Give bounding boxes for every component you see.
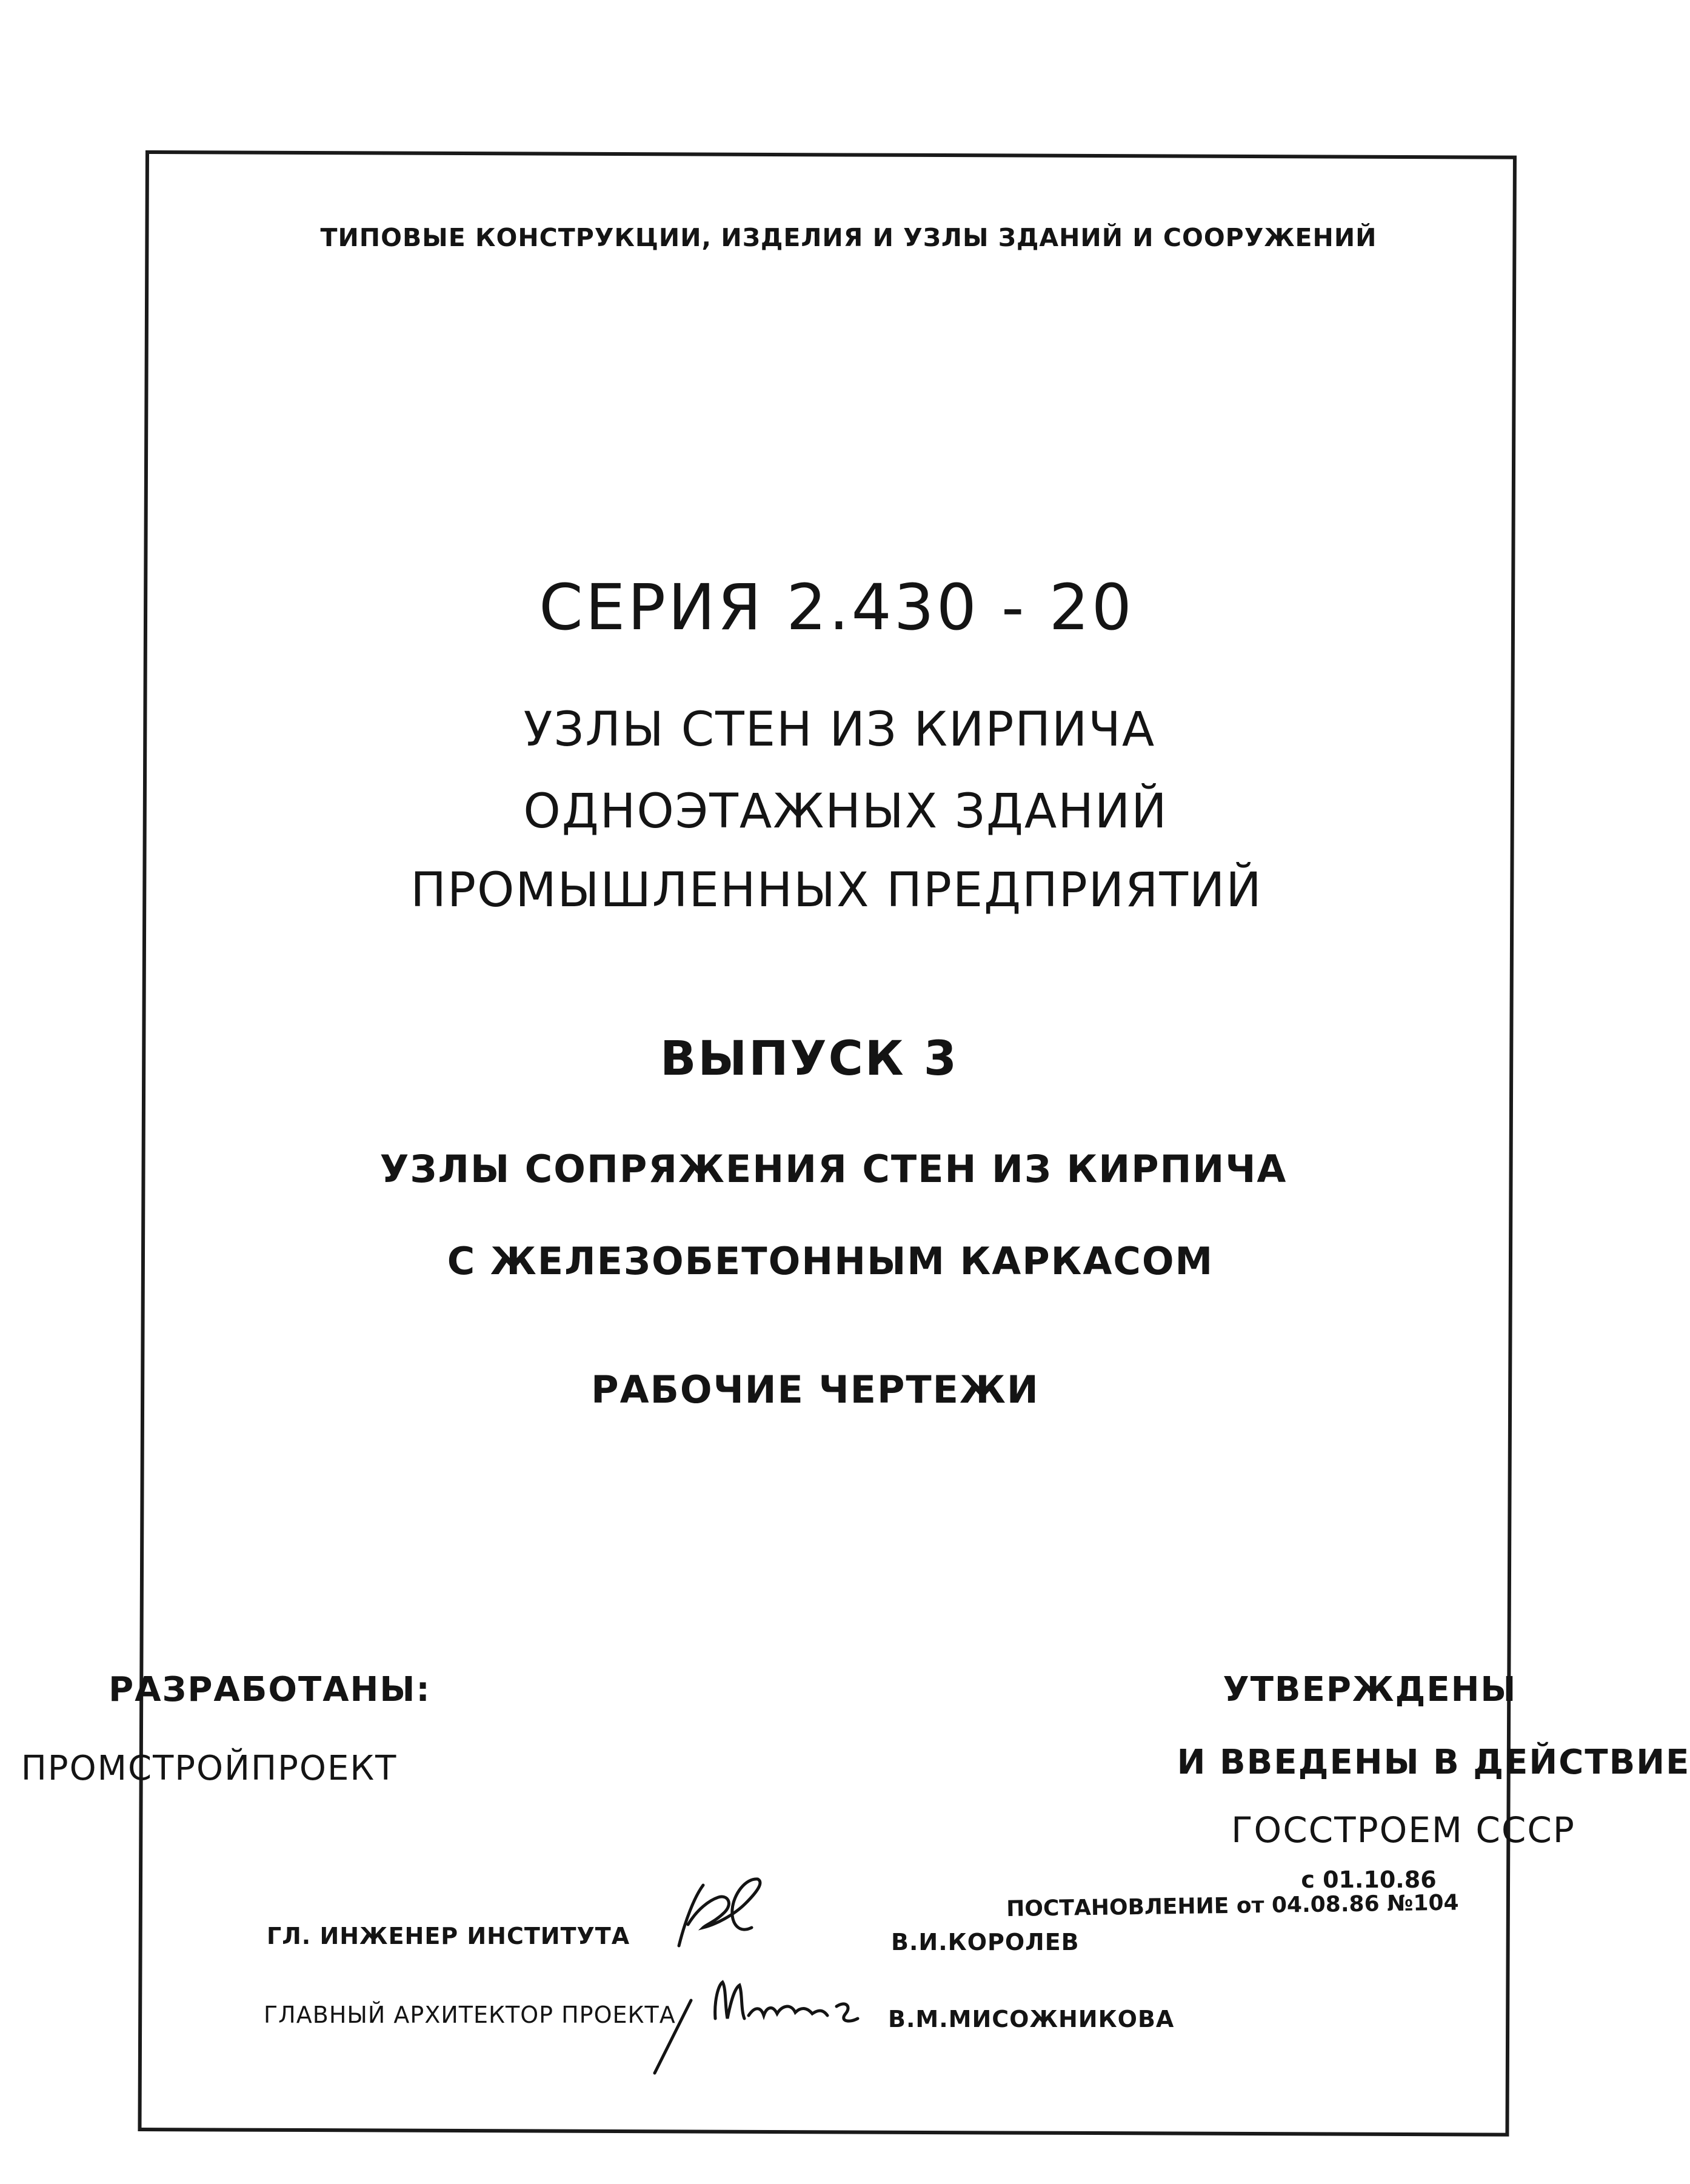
decree-reference: ПОСТАНОВЛЕНИЕ от 04.08.86 №104 — [1006, 1890, 1459, 1922]
title-line-1: УЗЛЫ СТЕН ИЗ КИРПИЧА — [523, 703, 1156, 757]
chief-engineer-signature — [661, 1867, 818, 1958]
approving-authority: ГОССТРОЕМ СССР — [1231, 1809, 1575, 1851]
chief-engineer-name: В.И.КОРОЛЕВ — [891, 1929, 1080, 1955]
chief-architect-name: В.М.МИСОЖНИКОВА — [888, 2006, 1175, 2032]
chief-engineer-role: ГЛ. ИНЖЕНЕР ИНСТИТУТА — [267, 1923, 630, 1949]
title-line-3: ПРОМЫШЛЕННЫХ ПРЕДПРИЯТИЙ — [410, 863, 1263, 918]
series-header: ТИПОВЫЕ КОНСТРУКЦИИ, ИЗДЕЛИЯ И УЗЛЫ ЗДАНИЙ И СООРУЖЕНИЙ — [320, 223, 1377, 252]
subtitle-line-1: УЗЛЫ СОПРЯЖЕНИЯ СТЕН ИЗ КИРПИЧА — [379, 1147, 1288, 1191]
approved-line-1: УТВЕРЖДЕНЫ — [1223, 1670, 1517, 1709]
approved-line-2: И ВВЕДЕНЫ В ДЕЙСТВИЕ — [1177, 1743, 1690, 1782]
effective-date: с 01.10.86 — [1301, 1866, 1437, 1893]
chief-architect-signature — [643, 1958, 885, 2079]
developer-organization: ПРОМСТРОЙПРОЕКТ — [21, 1749, 398, 1788]
title-line-2: ОДНОЭТАЖНЫХ ЗДАНИЙ — [523, 784, 1168, 839]
chief-architect-role: ГЛАВНЫЙ АРХИТЕКТОР ПРОЕКТА — [264, 2002, 676, 2028]
document-type: РАБОЧИЕ ЧЕРТЕЖИ — [591, 1368, 1040, 1412]
series-number: СЕРИЯ 2.430 - 20 — [539, 570, 1134, 644]
developed-by-label: РАЗРАБОТАНЫ: — [109, 1670, 431, 1709]
issue-number: ВЫПУСК 3 — [660, 1032, 959, 1086]
subtitle-line-2: С ЖЕЛЕЗОБЕТОННЫМ КАРКАСОМ — [447, 1239, 1214, 1283]
